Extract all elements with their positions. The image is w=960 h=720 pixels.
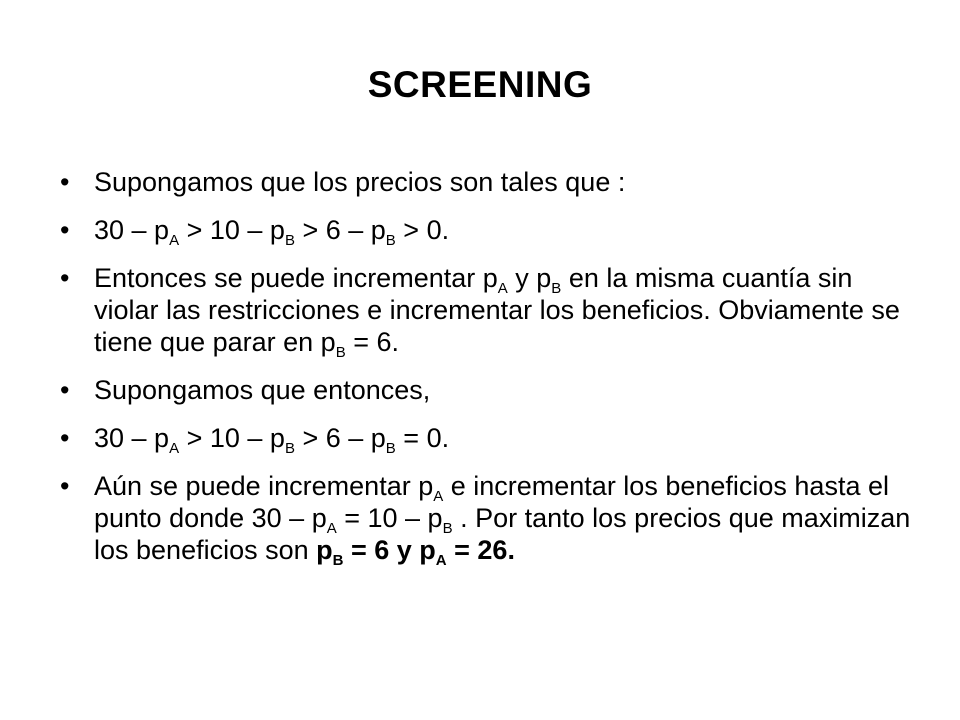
bullet-marker: •	[60, 263, 70, 293]
subscript: A	[433, 488, 444, 505]
subscript: B	[551, 280, 562, 297]
subscript: B	[385, 232, 396, 249]
bullet-item	[60, 374, 916, 406]
subscript: A	[169, 232, 180, 249]
text-run: 30 – p	[94, 423, 170, 453]
bullet-marker: •	[60, 471, 70, 501]
subscript: B	[442, 520, 453, 537]
bold-run	[332, 535, 344, 569]
text-run: e incrementar los beneficios hasta el punto donde 30 – p	[94, 471, 889, 533]
bullet-item	[60, 166, 916, 198]
bullet-list	[60, 166, 916, 582]
text-run: > 10 – p	[179, 215, 285, 245]
text-run: = 10 – p	[336, 503, 443, 533]
bullet-text	[94, 263, 900, 361]
text-run: > 0.	[395, 215, 450, 245]
text-run: = 6 y p	[343, 535, 436, 565]
bullet-text	[94, 471, 911, 569]
bold-run	[316, 535, 333, 565]
text-run: > 6 – p	[294, 215, 386, 245]
text-run: > 10 – p	[179, 423, 285, 453]
text-run: = 26.	[446, 535, 515, 565]
subscript: A	[497, 280, 508, 297]
bold-run	[343, 535, 435, 565]
bullet-marker: •	[60, 215, 70, 245]
subscript: A	[435, 552, 447, 569]
subscript: B	[385, 440, 396, 457]
bullet-text	[94, 375, 430, 405]
text-run: Entonces se puede incrementar p	[94, 263, 498, 293]
text-run: > 6 – p	[294, 423, 386, 453]
bullet-text	[94, 215, 450, 249]
subscript: B	[335, 344, 346, 361]
text-run: Supongamos que entonces,	[94, 375, 431, 405]
text-run: Supongamos que los precios son tales que :	[94, 167, 626, 197]
bullet-item	[60, 470, 916, 569]
text-run: = 6.	[345, 327, 399, 357]
bullet-marker: •	[60, 375, 70, 405]
text-run: Aún se puede incrementar p	[94, 471, 434, 501]
subscript: A	[326, 520, 337, 537]
bullet-item	[60, 422, 916, 457]
text-run: p	[316, 535, 333, 565]
bold-run	[447, 535, 515, 565]
bullet-item	[60, 214, 916, 249]
bold-run	[435, 535, 447, 569]
bullet-marker: •	[60, 167, 70, 197]
text-run: . Por tanto los precios que maximizan los beneficios son	[94, 503, 911, 565]
bullet-item	[60, 262, 916, 361]
subscript: B	[284, 440, 295, 457]
bullet-text	[94, 167, 625, 197]
subscript: A	[169, 440, 180, 457]
bullet-text	[94, 423, 450, 457]
text-run: en la misma cuantía sin violar las restricciones e incrementar los beneficios. Obviamente se tiene que parar en p	[94, 263, 900, 357]
subscript: B	[332, 552, 344, 569]
text-run: 30 – p	[94, 215, 170, 245]
slide-title: SCREENING	[367, 64, 593, 105]
bullet-marker: •	[60, 423, 70, 453]
text-run: y p	[507, 263, 552, 293]
text-run: = 0.	[395, 423, 450, 453]
subscript: B	[284, 232, 295, 249]
